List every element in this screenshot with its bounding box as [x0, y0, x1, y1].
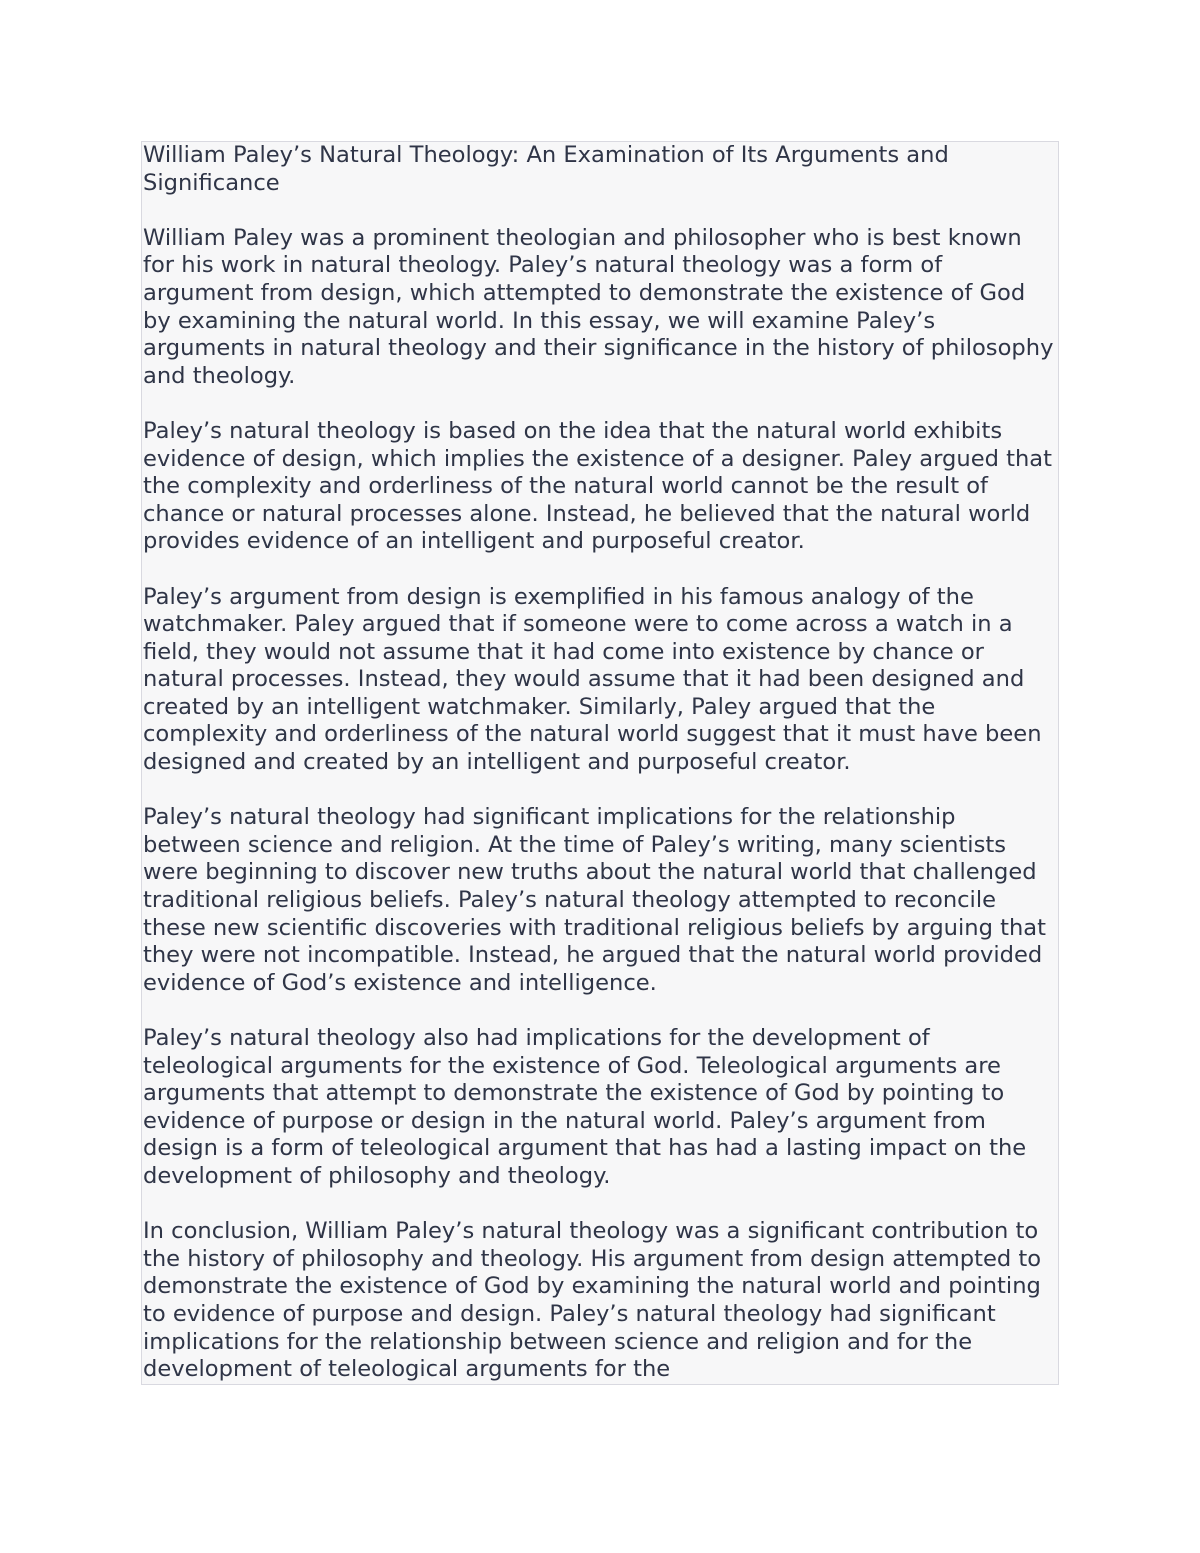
document-text-box: [141, 141, 1059, 1385]
paragraph-6: In conclusion, William Paley’s natural theology was a significant contribution to the history of philosophy and theology. His argument from design attempted to demonstrate the existence of God by examining the natural world and pointing to evidence of purpose and design. Paley’s natural theology had significant implications for the relationship between science and religion and for the development of teleological arguments for the: [143, 1218, 1042, 1383]
paragraph-5: Paley’s natural theology also had implications for the development of teleological arguments for the existence of God. Teleological arguments are arguments that attempt to demonstrate the existence of God by pointing to evidence of purpose or design in the natural world. Paley’s argument from design is a form of teleological argument that has had a lasting impact on the development of philosophy and theology.: [143, 1025, 1027, 1189]
paragraph-1: William Paley was a prominent theologian and philosopher who is best known for his work in natural theology. Paley’s natural theology was a form of argument from design, which attempted to demonstrate the existence of God by examining the natural world. In this essay, we will examine Paley’s arguments in natural theology and their significance in the history of philosophy and theology.: [143, 224, 1054, 389]
paragraph-4: Paley’s natural theology had significant implications for the relationship between science and religion. At the time of Paley’s writing, many scientists were beginning to discover new truths about the natural world that challenged traditional religious beliefs. Paley’s natural theology attempted to reconcile these new scientific discoveries with traditional religious beliefs by arguing that they were not incompatible. Instead, he argued that the natural world provided evidence of God’s existence and intelligence.: [143, 804, 1046, 996]
paragraph-2: Paley’s natural theology is based on the idea that the natural world exhibits evidence of design, which implies the existence of a designer. Paley argued that the complexity and orderliness of the natural world cannot be the result of chance or natural processes alone. Instead, he believed that the natural world provides evidence of an intelligent and purposeful creator.: [143, 417, 1053, 555]
document-title: William Paley’s Natural Theology: An Examination of Its Arguments and Significance: [143, 142, 949, 196]
paragraph-3: Paley’s argument from design is exemplified in his famous analogy of the watchmaker. Paley argued that if someone were to come across a watch in a field, they would not assume that it had come into existence by chance or natural processes. Instead, they would assume that it had been designed and created by an intelligent watchmaker. Similarly, Paley argued that the complexity and orderliness of the natural world suggest that it must have been designed and created by an intelligent and purposeful creator.: [143, 583, 1042, 776]
